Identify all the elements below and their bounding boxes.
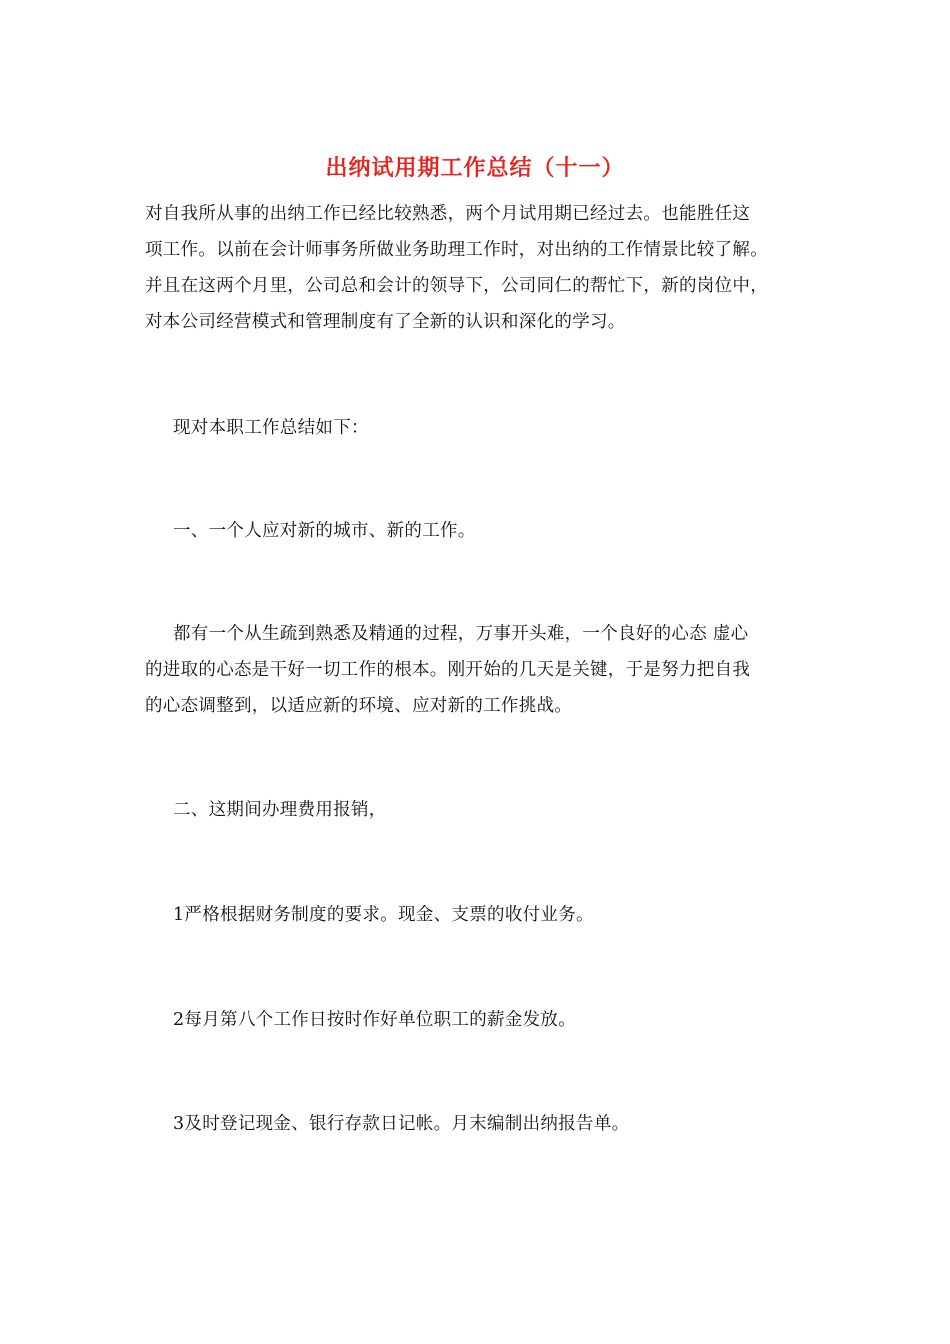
intro-line: 对自我所从事的出纳工作已经比较熟悉，两个月试用期已经过去。也能胜任这 [145, 204, 751, 224]
section-one-heading: 一、一个人应对新的城市、新的工作。 [173, 521, 476, 541]
intro-line: 对本公司经营模式和管理制度有了全新的认识和深化的学习。 [145, 312, 626, 332]
intro-paragraph [145, 196, 810, 340]
section-one-line: 的心态调整到，以适应新的环境、应对新的工作挑战。 [145, 696, 573, 716]
section-two-item-1: 1严格根据财务制度的要求。现金、支票的收付业务。 [173, 905, 594, 925]
section-two-item-3: 3及时登记现金、银行存款日记帐。月末编制出纳报告单。 [173, 1114, 630, 1134]
section-one-line: 的进取的心态是干好一切工作的根本。刚开始的几天是关键，于是努力把自我 [145, 660, 751, 680]
section-two-heading: 二、这期间办理费用报销， [173, 800, 387, 820]
document-title: 出纳试用期工作总结（十一） [325, 155, 625, 181]
summary-lead: 现对本职工作总结如下： [173, 418, 369, 438]
section-one-paragraph [145, 616, 810, 724]
intro-line: 项工作。以前在会计师事务所做业务助理工作时，对出纳的工作情景比较了解。 [145, 240, 768, 260]
intro-line: 并且在这两个月里，公司总和会计的领导下，公司同仁的帮忙下，新的岗位中， [145, 276, 768, 296]
section-two-item-2: 2每月第八个工作日按时作好单位职工的薪金发放。 [173, 1010, 577, 1030]
section-one-line: 都有一个从生疏到熟悉及精通的过程，万事开头难，一个良好的心态 虚心 [173, 624, 749, 644]
